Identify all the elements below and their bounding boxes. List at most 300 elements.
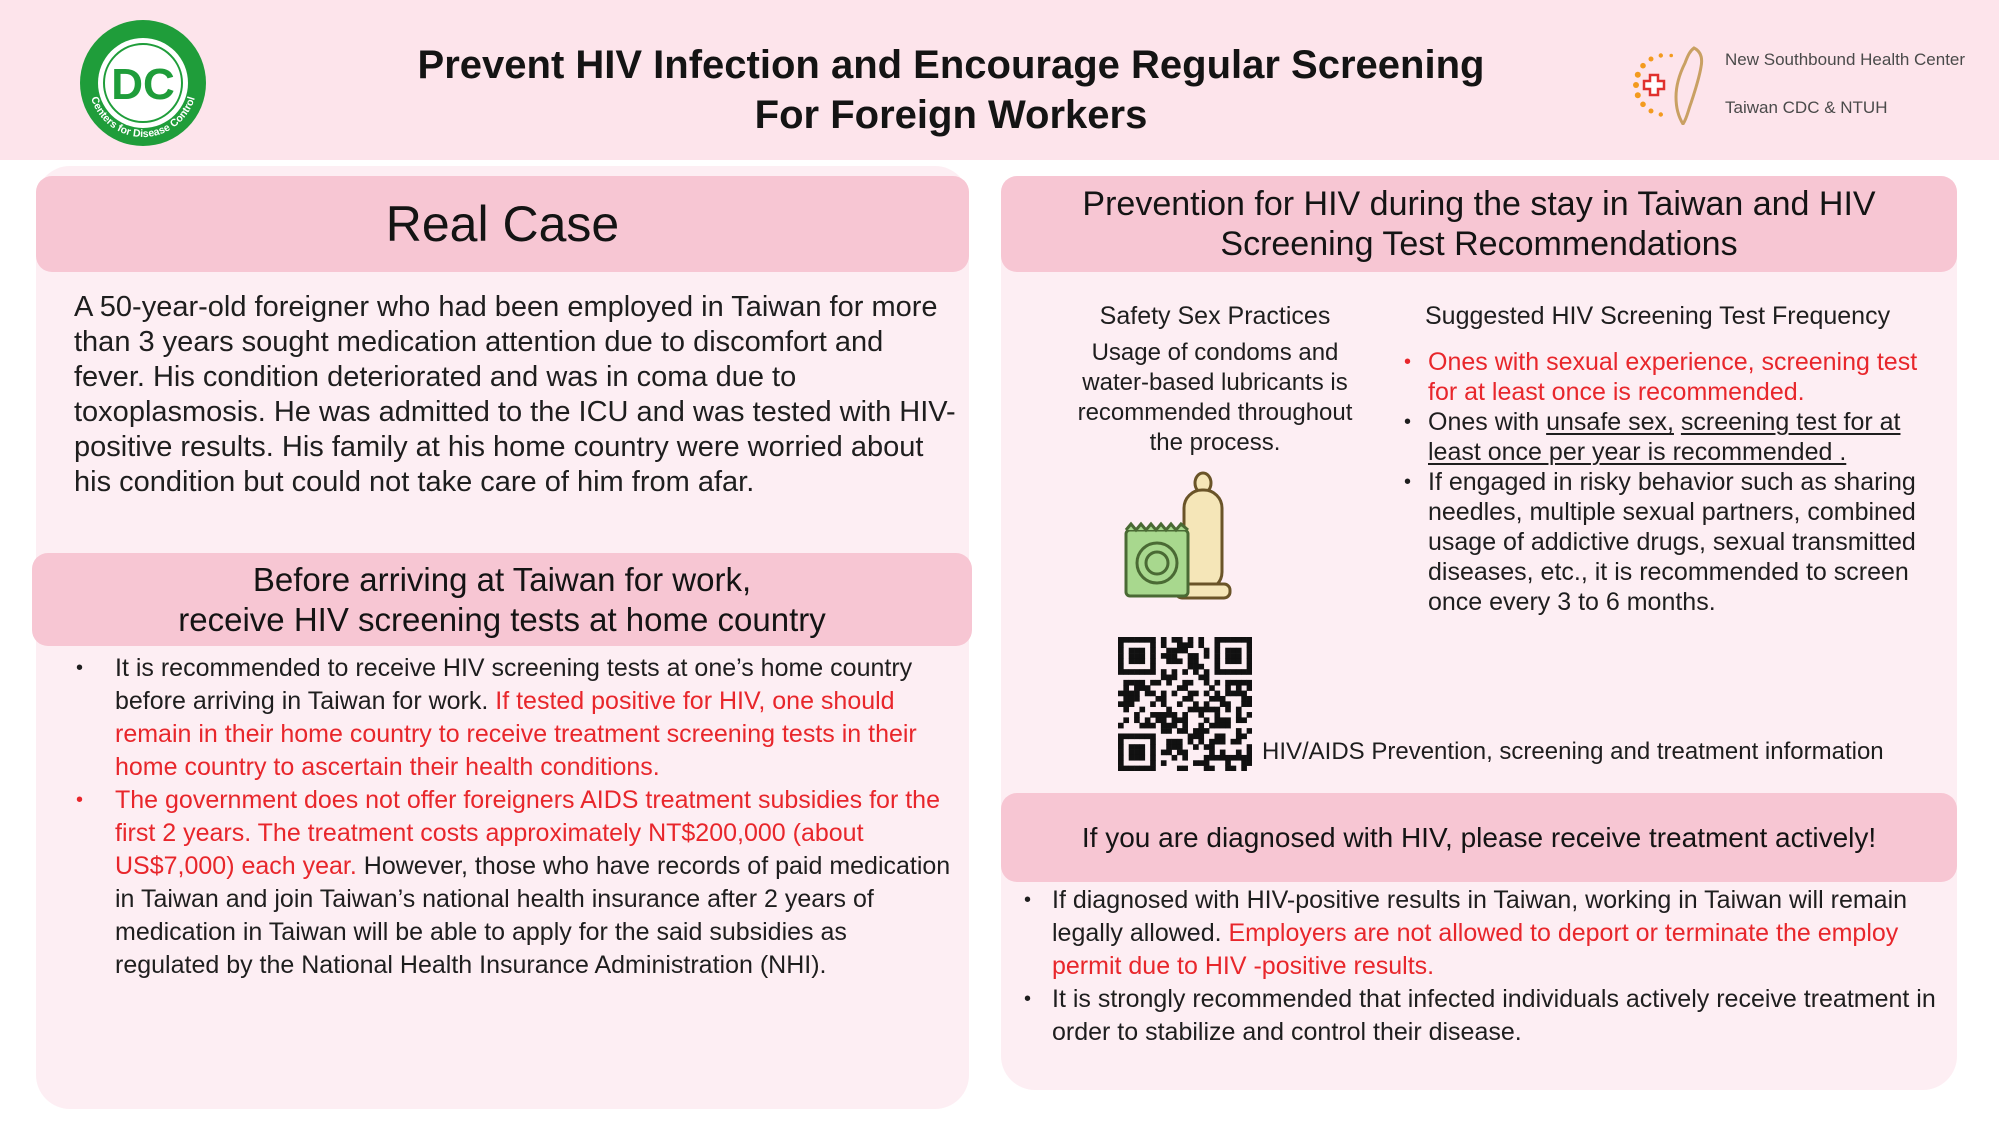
qr-module [1193, 701, 1199, 707]
qr-module [1150, 637, 1156, 643]
qr-module [1198, 712, 1204, 718]
safe-sex-body [1040, 338, 1390, 458]
bullet-text-segment: It is recommended to receive HIV screening tests at one’s home country before arriving in Taiwan for work. [115, 654, 913, 715]
qr-caption: HIV/AIDS Prevention, screening and treatment information [1262, 738, 1884, 765]
qr-module [1161, 637, 1167, 643]
bullet-item [1402, 407, 1943, 467]
bullet-text-segment: If tested positive for HIV, one should remain in their home country to receive treatment screening tests in their home country to ascertain their health conditions. [115, 687, 917, 781]
qr-module [1247, 637, 1252, 643]
qr-module [1236, 669, 1242, 675]
qr-module [1198, 642, 1204, 648]
qr-module [1247, 744, 1252, 750]
qr-module [1204, 744, 1210, 750]
qr-module [1188, 637, 1194, 643]
qr-module [1150, 750, 1156, 756]
qr-module [1123, 766, 1129, 771]
qr-module [1225, 669, 1231, 675]
qr-module [1166, 658, 1172, 664]
qr-module [1247, 755, 1252, 761]
qr-module [1182, 712, 1188, 718]
partner-name-en: New Southbound Health Center [1725, 50, 1966, 69]
qr-module [1214, 733, 1220, 739]
qr-module [1188, 653, 1194, 659]
qr-module [1145, 733, 1151, 739]
qr-module [1129, 680, 1135, 686]
qr-module [1129, 658, 1135, 664]
qr-module [1247, 648, 1252, 654]
qr-module [1225, 685, 1231, 691]
qr-module [1193, 691, 1199, 697]
qr-module [1225, 680, 1231, 686]
before-arrival-heading-line-2: receive HIV screening tests at home country [178, 601, 826, 638]
qr-module [1247, 760, 1252, 766]
qr-module [1182, 750, 1188, 756]
qr-module [1182, 723, 1188, 729]
qr-module [1241, 755, 1247, 761]
qr-module [1236, 691, 1242, 697]
qr-module [1204, 675, 1210, 681]
qr-module [1123, 696, 1129, 702]
qr-module [1139, 658, 1145, 664]
qr-module [1214, 696, 1220, 702]
bullet-text-segment: It is strongly recommended that infected individuals actively receive treatment in order to stabilize and control their disease. [1052, 985, 1936, 1046]
qr-module [1188, 691, 1194, 697]
qr-module [1231, 653, 1237, 659]
qr-module [1172, 723, 1178, 729]
qr-module [1177, 637, 1183, 643]
qr-module [1182, 642, 1188, 648]
qr-module [1118, 637, 1124, 643]
safe-sex-body-line: recommended throughout [1077, 399, 1353, 426]
qr-module [1134, 696, 1140, 702]
qr-module [1118, 766, 1124, 771]
qr-module [1236, 733, 1242, 739]
qr-module [1129, 648, 1135, 654]
qr-module [1209, 755, 1215, 761]
qr-module [1161, 696, 1167, 702]
qr-module [1118, 648, 1124, 654]
qr-module [1139, 755, 1145, 761]
treatment-heading: If you are diagnosed with HIV, please receive treatment actively! [1001, 793, 1957, 882]
bullet-item [1022, 983, 1945, 1049]
arc-dot [1649, 109, 1654, 114]
qr-module [1150, 701, 1156, 707]
qr-module [1129, 669, 1135, 675]
qr-module [1129, 696, 1135, 702]
condom-icon [1122, 468, 1234, 602]
qr-module [1182, 696, 1188, 702]
qr-module [1129, 755, 1135, 761]
qr-module [1118, 760, 1124, 766]
qr-module [1231, 680, 1237, 686]
arc-dot [1659, 112, 1663, 116]
arc-dot [1659, 53, 1663, 57]
qr-module [1241, 717, 1247, 723]
red-cross-icon [1644, 75, 1664, 95]
screening-frequency-bullet-list [1402, 347, 1943, 617]
qr-module [1161, 669, 1167, 675]
qr-module [1139, 733, 1145, 739]
qr-module [1161, 717, 1167, 723]
qr-module [1209, 744, 1215, 750]
qr-module [1225, 760, 1231, 766]
qr-module [1150, 664, 1156, 670]
qr-module [1209, 696, 1215, 702]
qr-module [1214, 648, 1220, 654]
qr-module [1150, 766, 1156, 771]
qr-module [1123, 685, 1129, 691]
qr-module [1166, 653, 1172, 659]
qr-module [1172, 658, 1178, 664]
qr-module [1193, 669, 1199, 675]
qr-module [1182, 680, 1188, 686]
qr-module [1177, 717, 1183, 723]
qr-module [1139, 750, 1145, 756]
qr-module [1134, 653, 1140, 659]
qr-module [1188, 707, 1194, 713]
safe-sex-body-line: Usage of condoms and [1091, 339, 1339, 366]
qr-module [1214, 723, 1220, 729]
qr-module [1247, 685, 1252, 691]
qr-module [1209, 723, 1215, 729]
qr-module [1166, 739, 1172, 745]
qr-module [1198, 664, 1204, 670]
arc-dot [1633, 82, 1639, 88]
qr-module [1123, 701, 1129, 707]
qr-module [1161, 712, 1167, 718]
prevention-heading-line-1: Prevention for HIV during the stay in Taiwan and HIV [1082, 185, 1876, 223]
qr-module [1145, 717, 1151, 723]
qr-module [1247, 696, 1252, 702]
bullet-text-segment: The government does not offer foreigners AIDS treatment subsidies for the first 2 years. The treatment costs approximately NT$200,000 (about US$7,000) each year. [115, 786, 940, 880]
qr-module [1150, 723, 1156, 729]
qr-module [1247, 728, 1252, 734]
qr-module [1214, 642, 1220, 648]
arc-dot [1649, 57, 1654, 62]
qr-module [1123, 637, 1129, 643]
qr-module [1134, 691, 1140, 697]
qr-module [1188, 664, 1194, 670]
qr-module [1214, 637, 1220, 643]
qr-module [1220, 669, 1226, 675]
qr-module [1247, 750, 1252, 756]
qr-module [1150, 658, 1156, 664]
qr-module [1188, 642, 1194, 648]
qr-module [1214, 755, 1220, 761]
qr-module [1236, 755, 1242, 761]
qr-module [1236, 685, 1242, 691]
qr-module [1204, 717, 1210, 723]
qr-module [1188, 733, 1194, 739]
qr-module [1198, 675, 1204, 681]
qr-module [1209, 766, 1215, 771]
qr-module [1204, 648, 1210, 654]
qr-module [1225, 707, 1231, 713]
qr-module [1236, 707, 1242, 713]
qr-module [1204, 707, 1210, 713]
qr-module [1129, 701, 1135, 707]
qr-module [1198, 739, 1204, 745]
qr-module [1139, 766, 1145, 771]
qr-module [1145, 685, 1151, 691]
qr-module [1145, 766, 1151, 771]
qr-module [1150, 669, 1156, 675]
qr-module [1161, 728, 1167, 734]
qr-module [1134, 744, 1140, 750]
qr-module [1247, 642, 1252, 648]
qr-module [1166, 707, 1172, 713]
qr-module [1236, 728, 1242, 734]
qr-module [1182, 766, 1188, 771]
qr-module [1236, 750, 1242, 756]
new-southbound-logo [1628, 42, 1988, 124]
qr-module [1139, 723, 1145, 729]
qr-module [1204, 766, 1210, 771]
screening-frequency-heading: Suggested HIV Screening Test Frequency [1425, 302, 1891, 330]
qr-module [1204, 691, 1210, 697]
qr-module [1214, 717, 1220, 723]
qr-module [1139, 669, 1145, 675]
arc-dot [1635, 92, 1641, 98]
qr-module [1236, 717, 1242, 723]
before-arrival-bullet-list [74, 652, 955, 982]
qr-module [1204, 680, 1210, 686]
qr-module [1172, 712, 1178, 718]
qr-module [1139, 637, 1145, 643]
qr-module [1193, 728, 1199, 734]
qr-module [1161, 723, 1167, 729]
qr-module [1134, 637, 1140, 643]
qr-module [1129, 733, 1135, 739]
qr-module [1225, 637, 1231, 643]
qr-code [1118, 637, 1252, 771]
qr-module [1231, 766, 1237, 771]
qr-module [1156, 717, 1162, 723]
bullet-text-segment: If engaged in risky behavior such as sharing needles, multiple sexual partners, combined usage of addictive drugs, sexual transmitted diseases, etc., it is recommended to screen once every 3 to 6 months. [1428, 468, 1916, 616]
qr-module [1150, 712, 1156, 718]
bullet-text-segment: However, those who have records of paid medication in Taiwan and join Taiwan’s national health insurance after 2 years of medication in Taiwan will be able to apply for the said subsidies as regulated by the National Health Insurance Administration (NHI). [115, 852, 951, 979]
qr-module [1247, 664, 1252, 670]
qr-module [1172, 653, 1178, 659]
qr-module [1220, 696, 1226, 702]
qr-module [1220, 717, 1226, 723]
qr-module [1123, 669, 1129, 675]
qr-module [1118, 669, 1124, 675]
qr-module [1134, 685, 1140, 691]
qr-module [1161, 750, 1167, 756]
qr-module [1214, 658, 1220, 664]
qr-module [1182, 728, 1188, 734]
qr-module [1118, 739, 1124, 745]
qr-module [1166, 728, 1172, 734]
cdc-logo [79, 19, 207, 147]
bullet-item [74, 784, 955, 982]
qr-module [1134, 680, 1140, 686]
qr-module [1145, 637, 1151, 643]
qr-module [1166, 712, 1172, 718]
qr-module [1182, 648, 1188, 654]
qr-module [1134, 717, 1140, 723]
qr-module [1166, 675, 1172, 681]
qr-module [1150, 733, 1156, 739]
bullet-text-segment: If diagnosed with HIV-positive results in Taiwan, working in Taiwan will remain legally allowed. [1052, 886, 1908, 947]
real-case-story: A 50-year-old foreigner who had been employed in Taiwan for more than 3 years sought medication attention due to discomfort and fever. His condition deteriorated and was in coma due to toxoplasmosis. He was admitted to the ICU and was tested with HIV-positive results. His family at his home country were worried about his condition but could not take care of him from afar. [74, 291, 956, 498]
qr-module [1134, 658, 1140, 664]
qr-module [1214, 707, 1220, 713]
qr-module [1209, 707, 1215, 713]
qr-module [1231, 755, 1237, 761]
qr-module [1220, 755, 1226, 761]
qr-module [1231, 648, 1237, 654]
bullet-text-segment: Ones with sexual experience, screening test for at least once is recommended. [1428, 348, 1918, 406]
qr-module [1241, 766, 1247, 771]
qr-module [1139, 680, 1145, 686]
qr-module [1123, 717, 1129, 723]
prevention-heading [1001, 176, 1957, 272]
qr-module [1193, 733, 1199, 739]
qr-module [1150, 648, 1156, 654]
qr-module [1188, 658, 1194, 664]
bullet-item [1022, 884, 1945, 983]
qr-module [1134, 755, 1140, 761]
qr-module [1161, 653, 1167, 659]
arc-dot [1640, 102, 1646, 108]
qr-module [1247, 669, 1252, 675]
qr-module [1236, 653, 1242, 659]
taiwan-island-icon [1676, 48, 1702, 124]
qr-module [1241, 637, 1247, 643]
qr-module [1204, 701, 1210, 707]
qr-module [1118, 664, 1124, 670]
qr-module [1123, 733, 1129, 739]
qr-module [1236, 739, 1242, 745]
qr-module [1150, 755, 1156, 761]
qr-module [1231, 739, 1237, 745]
qr-module [1225, 701, 1231, 707]
bullet-text-segment: screening test for at least once per year is recommended . [1428, 408, 1901, 466]
qr-module [1177, 728, 1183, 734]
qr-module [1118, 744, 1124, 750]
qr-module [1134, 750, 1140, 756]
qr-module [1156, 680, 1162, 686]
qr-module [1209, 685, 1215, 691]
qr-module [1145, 669, 1151, 675]
qr-module [1182, 755, 1188, 761]
qr-module [1118, 642, 1124, 648]
qr-module [1182, 669, 1188, 675]
qr-module [1161, 760, 1167, 766]
qr-module [1150, 642, 1156, 648]
qr-module [1247, 658, 1252, 664]
qr-module [1172, 675, 1178, 681]
qr-module [1150, 760, 1156, 766]
qr-module [1177, 750, 1183, 756]
bullet-text-segment: Ones with [1428, 408, 1547, 436]
qr-module [1129, 750, 1135, 756]
qr-module [1161, 691, 1167, 697]
qr-module [1177, 648, 1183, 654]
qr-module [1150, 653, 1156, 659]
qr-module [1214, 712, 1220, 718]
qr-module [1231, 637, 1237, 643]
qr-module [1198, 728, 1204, 734]
qr-module [1129, 744, 1135, 750]
qr-module [1225, 653, 1231, 659]
bullet-item [74, 652, 955, 784]
qr-module [1231, 658, 1237, 664]
qr-module [1214, 669, 1220, 675]
qr-module [1225, 691, 1231, 697]
qr-module [1182, 685, 1188, 691]
qr-module [1177, 685, 1183, 691]
qr-module [1225, 658, 1231, 664]
qr-module [1150, 744, 1156, 750]
qr-module [1166, 648, 1172, 654]
qr-module [1188, 680, 1194, 686]
qr-module [1177, 744, 1183, 750]
qr-module [1241, 680, 1247, 686]
qr-module [1134, 733, 1140, 739]
qr-module [1172, 669, 1178, 675]
qr-module [1182, 717, 1188, 723]
qr-module [1220, 637, 1226, 643]
qr-module [1225, 723, 1231, 729]
qr-module [1193, 760, 1199, 766]
qr-module [1145, 723, 1151, 729]
qr-module [1247, 680, 1252, 686]
safe-sex-body-line: water-based lubricants is [1082, 369, 1348, 396]
qr-module [1225, 648, 1231, 654]
qr-module [1247, 712, 1252, 718]
page-title-line-1: Prevent HIV Infection and Encourage Regular Screening [417, 43, 1485, 87]
qr-module [1204, 728, 1210, 734]
arc-dot [1635, 72, 1641, 78]
qr-module [1214, 691, 1220, 697]
qr-module [1166, 750, 1172, 756]
qr-module [1209, 739, 1215, 745]
qr-module [1177, 701, 1183, 707]
qr-module [1129, 637, 1135, 643]
qr-module [1150, 680, 1156, 686]
qr-module [1118, 750, 1124, 756]
qr-module [1225, 766, 1231, 771]
packet-edge-top [1126, 524, 1188, 530]
qr-module [1236, 648, 1242, 654]
new-southbound-emblem-icon [1632, 45, 1718, 125]
qr-module [1209, 750, 1215, 756]
qr-module [1193, 653, 1199, 659]
qr-module [1214, 739, 1220, 745]
qr-module [1172, 739, 1178, 745]
qr-module [1123, 691, 1129, 697]
qr-module [1220, 733, 1226, 739]
qr-module [1166, 680, 1172, 686]
page-title-line-2: For Foreign Workers [754, 93, 1148, 137]
real-case-heading: Real Case [36, 176, 969, 272]
qr-module [1150, 691, 1156, 697]
qr-module [1172, 744, 1178, 750]
qr-module [1198, 723, 1204, 729]
cdc-logo-monogram: DC [111, 60, 175, 109]
qr-module [1214, 680, 1220, 686]
qr-module [1134, 669, 1140, 675]
qr-module [1134, 648, 1140, 654]
qr-module [1134, 766, 1140, 771]
qr-module [1156, 712, 1162, 718]
cdc-logo-english-text: Centers for Disease Control [88, 94, 198, 141]
qr-module [1118, 653, 1124, 659]
qr-module [1123, 707, 1129, 713]
